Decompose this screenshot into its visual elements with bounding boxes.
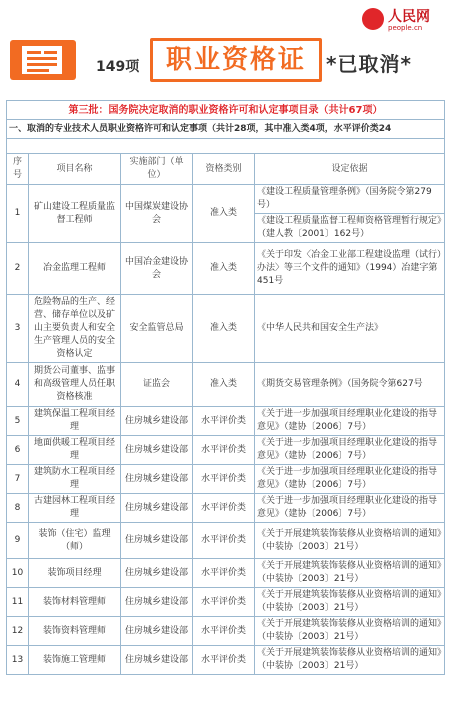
qualification-type: 水平评价类 — [193, 407, 255, 436]
item-count: 149项 — [96, 59, 140, 75]
banner-title: 职业资格证 — [150, 38, 322, 82]
department: 住房城乡建设部 — [121, 646, 193, 675]
project-name: 冶金监理工程师 — [29, 243, 121, 295]
legal-basis: 《建设工程质量管理条例》（国务院令第279号） — [255, 185, 445, 214]
column-header-row — [7, 154, 445, 185]
project-name: 装饰项目经理 — [29, 559, 121, 588]
qualification-type: 水平评价类 — [193, 646, 255, 675]
header-banner — [0, 0, 450, 92]
department: 住房城乡建设部 — [121, 559, 193, 588]
row-number: 11 — [7, 588, 29, 617]
qualification-type: 准入类 — [193, 295, 255, 363]
legal-basis: 《关于进一步加强项目经理职业化建设的指导意见》（建协〔2006〕7号） — [255, 494, 445, 523]
cancelled-label: *已取消* — [326, 52, 412, 76]
row-number: 7 — [7, 465, 29, 494]
legal-basis: 《关于进一步加强项目经理职业化建设的指导意见》（建协〔2006〕7号） — [255, 465, 445, 494]
project-name: 建筑防水工程项目经理 — [29, 465, 121, 494]
table-row — [7, 407, 445, 436]
row-number: 2 — [7, 243, 29, 295]
project-name: 矿山建设工程质量监督工程师 — [29, 185, 121, 243]
table-row — [7, 646, 445, 675]
legal-basis: 《关于进一步加强项目经理职业化建设的指导意见》（建协〔2006〕7号） — [255, 407, 445, 436]
department: 安全监管总局 — [121, 295, 193, 363]
table-row — [7, 363, 445, 407]
qualification-type: 准入类 — [193, 243, 255, 295]
section-title: 一、取消的专业技术人员职业资格许可和认定事项（共计28项，其中准入类4项，水平评价类24 — [7, 120, 445, 139]
department: 住房城乡建设部 — [121, 436, 193, 465]
header-type: 资格类别 — [193, 154, 255, 185]
department: 住房城乡建设部 — [121, 465, 193, 494]
legal-basis: 《建设工程质量监督工程师资格管理暂行规定》（建人教〔2001〕162号） — [255, 214, 445, 243]
row-number: 12 — [7, 617, 29, 646]
qualification-type: 水平评价类 — [193, 617, 255, 646]
table-row — [7, 617, 445, 646]
project-name: 装饰施工管理师 — [29, 646, 121, 675]
legal-basis: 《关于开展建筑装饰装修从业资格培训的通知》（中装协〔2003〕21号） — [255, 523, 445, 559]
project-name: 装饰材料管理师 — [29, 588, 121, 617]
department: 住房城乡建设部 — [121, 523, 193, 559]
document-icon — [10, 40, 76, 80]
project-name: 装饰（住宅）监理（师） — [29, 523, 121, 559]
legal-basis: 《关于开展建筑装饰装修从业资格培训的通知》（中装协〔2003〕21号） — [255, 646, 445, 675]
table-row — [7, 243, 445, 295]
table-row — [7, 465, 445, 494]
row-number: 8 — [7, 494, 29, 523]
project-name: 装饰资料管理师 — [29, 617, 121, 646]
qualification-type: 水平评价类 — [193, 465, 255, 494]
legal-basis: 《关于开展建筑装饰装修从业资格培训的通知》（中装协〔2003〕21号） — [255, 559, 445, 588]
qualification-type: 准入类 — [193, 185, 255, 243]
department: 证监会 — [121, 363, 193, 407]
table-row — [7, 588, 445, 617]
qualification-table-wrapper — [6, 100, 444, 675]
row-number: 3 — [7, 295, 29, 363]
legal-basis: 《关于开展建筑装饰装修从业资格培训的通知》（中装协〔2003〕21号） — [255, 617, 445, 646]
row-number: 1 — [7, 185, 29, 243]
department: 住房城乡建设部 — [121, 494, 193, 523]
legal-basis: 《期货交易管理条例》（国务院令第627号 — [255, 363, 445, 407]
header-name: 项目名称 — [29, 154, 121, 185]
table-row — [7, 295, 445, 363]
section-title-row — [7, 120, 445, 139]
table-row — [7, 436, 445, 465]
qualification-type: 水平评价类 — [193, 523, 255, 559]
row-number: 4 — [7, 363, 29, 407]
blank-cell — [7, 139, 445, 154]
department: 住房城乡建设部 — [121, 407, 193, 436]
batch-title: 第三批：国务院决定取消的职业资格许可和认定事项目录（共计67项） — [7, 101, 445, 120]
row-number: 13 — [7, 646, 29, 675]
project-name: 地面供暖工程项目经理 — [29, 436, 121, 465]
table-row — [7, 185, 445, 214]
row-number: 9 — [7, 523, 29, 559]
project-name: 建筑保温工程项目经理 — [29, 407, 121, 436]
legal-basis: 《关于进一步加强项目经理职业化建设的指导意见》（建协〔2006〕7号） — [255, 436, 445, 465]
project-name: 期货公司董事、监事和高级管理人员任职资格核准 — [29, 363, 121, 407]
department: 中国冶金建设协会 — [121, 243, 193, 295]
brand-url: people.cn — [388, 24, 423, 32]
qualification-type: 准入类 — [193, 363, 255, 407]
header-basis: 设定依据 — [255, 154, 445, 185]
qualification-table — [6, 100, 445, 675]
department: 住房城乡建设部 — [121, 588, 193, 617]
emblem-icon — [362, 8, 384, 30]
legal-basis: 《关于开展建筑装饰装修从业资格培训的通知》（中装协〔2003〕21号） — [255, 588, 445, 617]
department: 住房城乡建设部 — [121, 617, 193, 646]
department: 中国煤炭建设协会 — [121, 185, 193, 243]
project-name: 危险物品的生产、经营、储存单位以及矿山主要负责人和安全生产管理人员的安全资格认定 — [29, 295, 121, 363]
table-row — [7, 494, 445, 523]
table-row — [7, 523, 445, 559]
legal-basis: 《中华人民共和国安全生产法》 — [255, 295, 445, 363]
row-number: 6 — [7, 436, 29, 465]
qualification-type: 水平评价类 — [193, 588, 255, 617]
project-name: 古建园林工程项目经理 — [29, 494, 121, 523]
legal-basis: 《关于印发〈冶金工业部工程建设监理（试行）办法〉等三个文件的通知》（1994）冶建字第451号 — [255, 243, 445, 295]
people-daily-logo — [362, 6, 442, 36]
row-number: 10 — [7, 559, 29, 588]
header-no: 序号 — [7, 154, 29, 185]
qualification-type: 水平评价类 — [193, 494, 255, 523]
header-dept: 实施部门（单位） — [121, 154, 193, 185]
blank-row — [7, 139, 445, 154]
row-number: 5 — [7, 407, 29, 436]
qualification-type: 水平评价类 — [193, 559, 255, 588]
table-row — [7, 559, 445, 588]
qualification-type: 水平评价类 — [193, 436, 255, 465]
brand-name: 人民网 — [388, 9, 430, 25]
batch-title-row — [7, 101, 445, 120]
